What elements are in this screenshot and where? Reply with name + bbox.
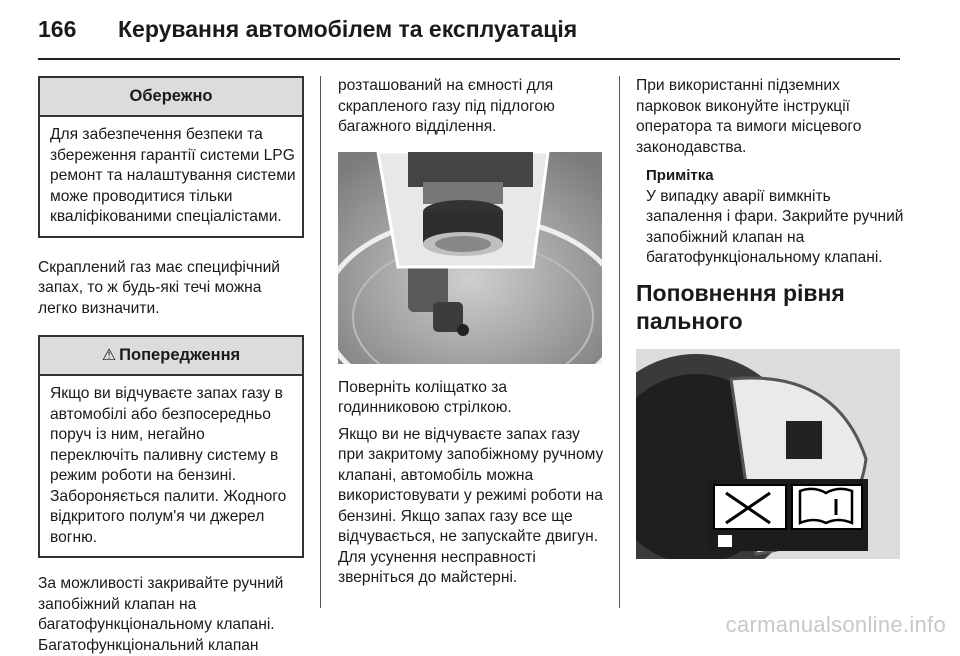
page-header bbox=[38, 14, 900, 48]
note-block bbox=[636, 166, 904, 269]
fuel-filler-illustration bbox=[636, 349, 900, 559]
fuel-flap-figure bbox=[636, 349, 900, 559]
warning-header bbox=[40, 337, 302, 376]
warning-triangle-icon: ⚠ bbox=[101, 347, 117, 364]
caution-text: Для забезпечення безпеки та збереження гарантії системи LPG ремонт та налаштування системи може проводитися тільки кваліфікованими спеціалістами. bbox=[50, 126, 296, 225]
page-title: Керування автомобілем та експлуатація bbox=[118, 16, 578, 42]
paragraph-petrol-mode: Якщо ви не відчуваєте запах газу при закритому запобіжному ручному клапані, автомобіль можна використовувати у режимі роботи на бензині. Якщо запах газу все ще відчувається, не запускайте двигун. Для усунення несправності зверніться до майстерні. bbox=[338, 425, 604, 586]
page-number: 166 bbox=[38, 16, 77, 42]
paragraph-gas-smell: Скраплений газ має специфічний запах, то ж будь-які течі можна легко визначити. bbox=[38, 258, 281, 317]
paragraph-valve-location: розташований на ємності для скрапленого газу під підлогою багажного відділення. bbox=[338, 77, 555, 135]
warning-box bbox=[38, 335, 304, 558]
caution-box bbox=[38, 76, 304, 238]
header-divider bbox=[38, 58, 900, 60]
note-label: Примітка bbox=[646, 167, 714, 184]
column-3 bbox=[636, 76, 904, 559]
paragraph-close-valve: За можливості закривайте ручний запобіжний клапан на багатофункціональному клапані. Багатофункціональний клапан bbox=[38, 575, 284, 654]
note-text: У випадку аварії вимкніть запалення і фари. Закрийте ручний запобіжний клапан на багатофункціональному клапані. bbox=[646, 187, 904, 266]
paragraph-turn-wheel: Поверніть коліщатко за годинниковою стрілкою. bbox=[338, 378, 512, 416]
lpg-valve-illustration bbox=[338, 152, 602, 364]
paragraph-underground-parking: При використанні підземних парковок виконуйте інструкції оператора та вимоги місцевого законодавства. bbox=[636, 77, 862, 156]
column-divider-2 bbox=[619, 76, 620, 608]
column-2 bbox=[338, 76, 606, 589]
warning-title: Попередження bbox=[119, 346, 241, 364]
column-1 bbox=[38, 76, 304, 656]
section-heading: Поповнення рівня пального bbox=[636, 279, 845, 334]
valve-figure bbox=[338, 152, 602, 364]
column-divider-1 bbox=[320, 76, 321, 608]
warning-text: Якщо ви відчуваєте запах газу в автомобілі або безпосередньо поруч із ним, негайно переключіть паливну систему в режим роботи на бензині. Забороняється палити. Жодного відкритого полум'я чи джерел вогню. bbox=[50, 385, 287, 546]
caution-title: Обережно bbox=[40, 78, 302, 117]
watermark: carmanualsonline.info bbox=[725, 612, 946, 637]
